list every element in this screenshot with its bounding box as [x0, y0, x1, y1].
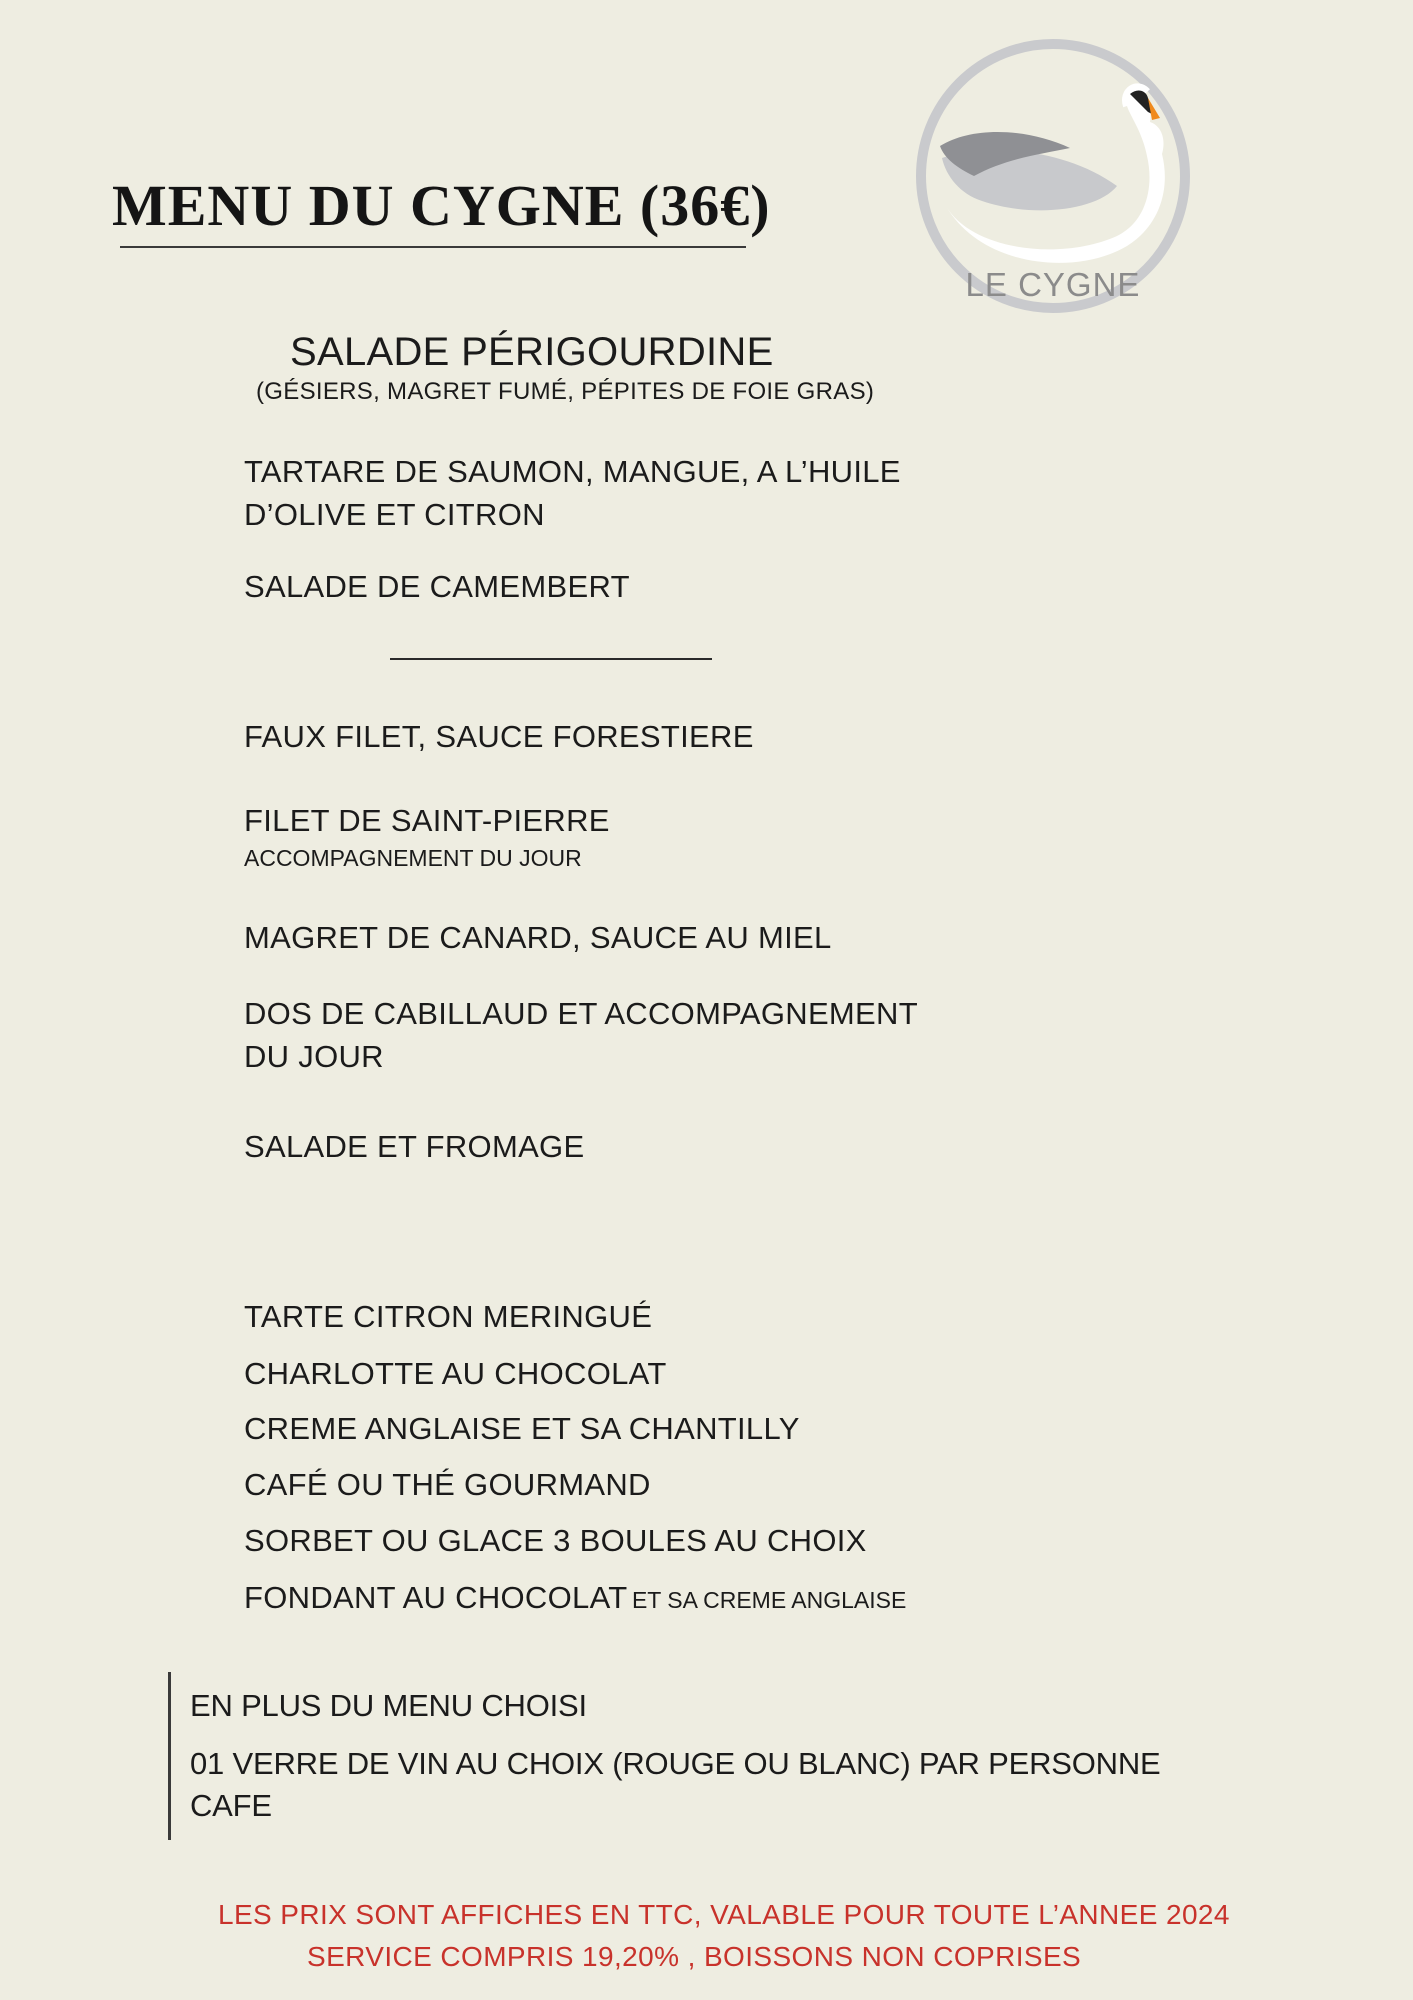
plat-item: MAGRET DE CANARD, SAUCE AU MIEL — [244, 920, 832, 955]
entree-first-detail: (GÉSIERS, MAGRET FUMÉ, PÉPITES DE FOIE GRAS) — [256, 378, 875, 405]
menu-title: MENU DU CYGNE (36€) — [112, 173, 771, 238]
logo-name: LE CYGNE — [965, 266, 1141, 303]
dessert-item — [244, 1580, 906, 1616]
plat-item: FILET DE SAINT-PIERRE — [244, 803, 610, 838]
extras-heading: EN PLUS DU MENU CHOISI — [190, 1688, 587, 1723]
plat-item: DOS DE CABILLAUD ET ACCOMPAGNEMENT — [244, 996, 918, 1031]
section-divider — [390, 658, 712, 660]
plat-item: DU JOUR — [244, 1039, 384, 1074]
footer-line-2: SERVICE COMPRIS 19,20% , BOISSONS NON COPRISES — [307, 1941, 1082, 1972]
dessert-item: CHARLOTTE AU CHOCOLAT — [244, 1356, 667, 1391]
dessert-suffix: ET SA CREME ANGLAISE — [631, 1587, 907, 1613]
dessert-label: FONDANT AU CHOCOLAT — [244, 1580, 628, 1615]
entree-first-name: SALADE PÉRIGOURDINE — [290, 330, 774, 374]
title-underline — [120, 246, 746, 248]
extras-item: CAFE — [190, 1788, 272, 1823]
dessert-item: TARTE CITRON MERINGUÉ — [244, 1299, 653, 1334]
dessert-item: CAFÉ OU THÉ GOURMAND — [244, 1467, 651, 1502]
extras-item: 01 VERRE DE VIN AU CHOIX (ROUGE OU BLANC) PAR PERSONNE — [190, 1746, 1161, 1781]
plat-note: ACCOMPAGNEMENT DU JOUR — [244, 845, 582, 871]
entree-item: SALADE DE CAMEMBERT — [244, 569, 630, 604]
plat-item: SALADE ET FROMAGE — [244, 1129, 585, 1164]
dessert-item: SORBET OU GLACE 3 BOULES AU CHOIX — [244, 1523, 867, 1558]
entree-item: D’OLIVE ET CITRON — [244, 497, 545, 532]
footer-line-1: LES PRIX SONT AFFICHES EN TTC, VALABLE POUR TOUTE L’ANNEE 2024 — [218, 1899, 1230, 1930]
extras-bar — [168, 1672, 171, 1840]
entree-item: TARTARE DE SAUMON, MANGUE, A L’HUILE — [244, 454, 901, 489]
plat-item: FAUX FILET, SAUCE FORESTIERE — [244, 719, 754, 754]
dessert-item: CREME ANGLAISE ET SA CHANTILLY — [244, 1411, 800, 1446]
